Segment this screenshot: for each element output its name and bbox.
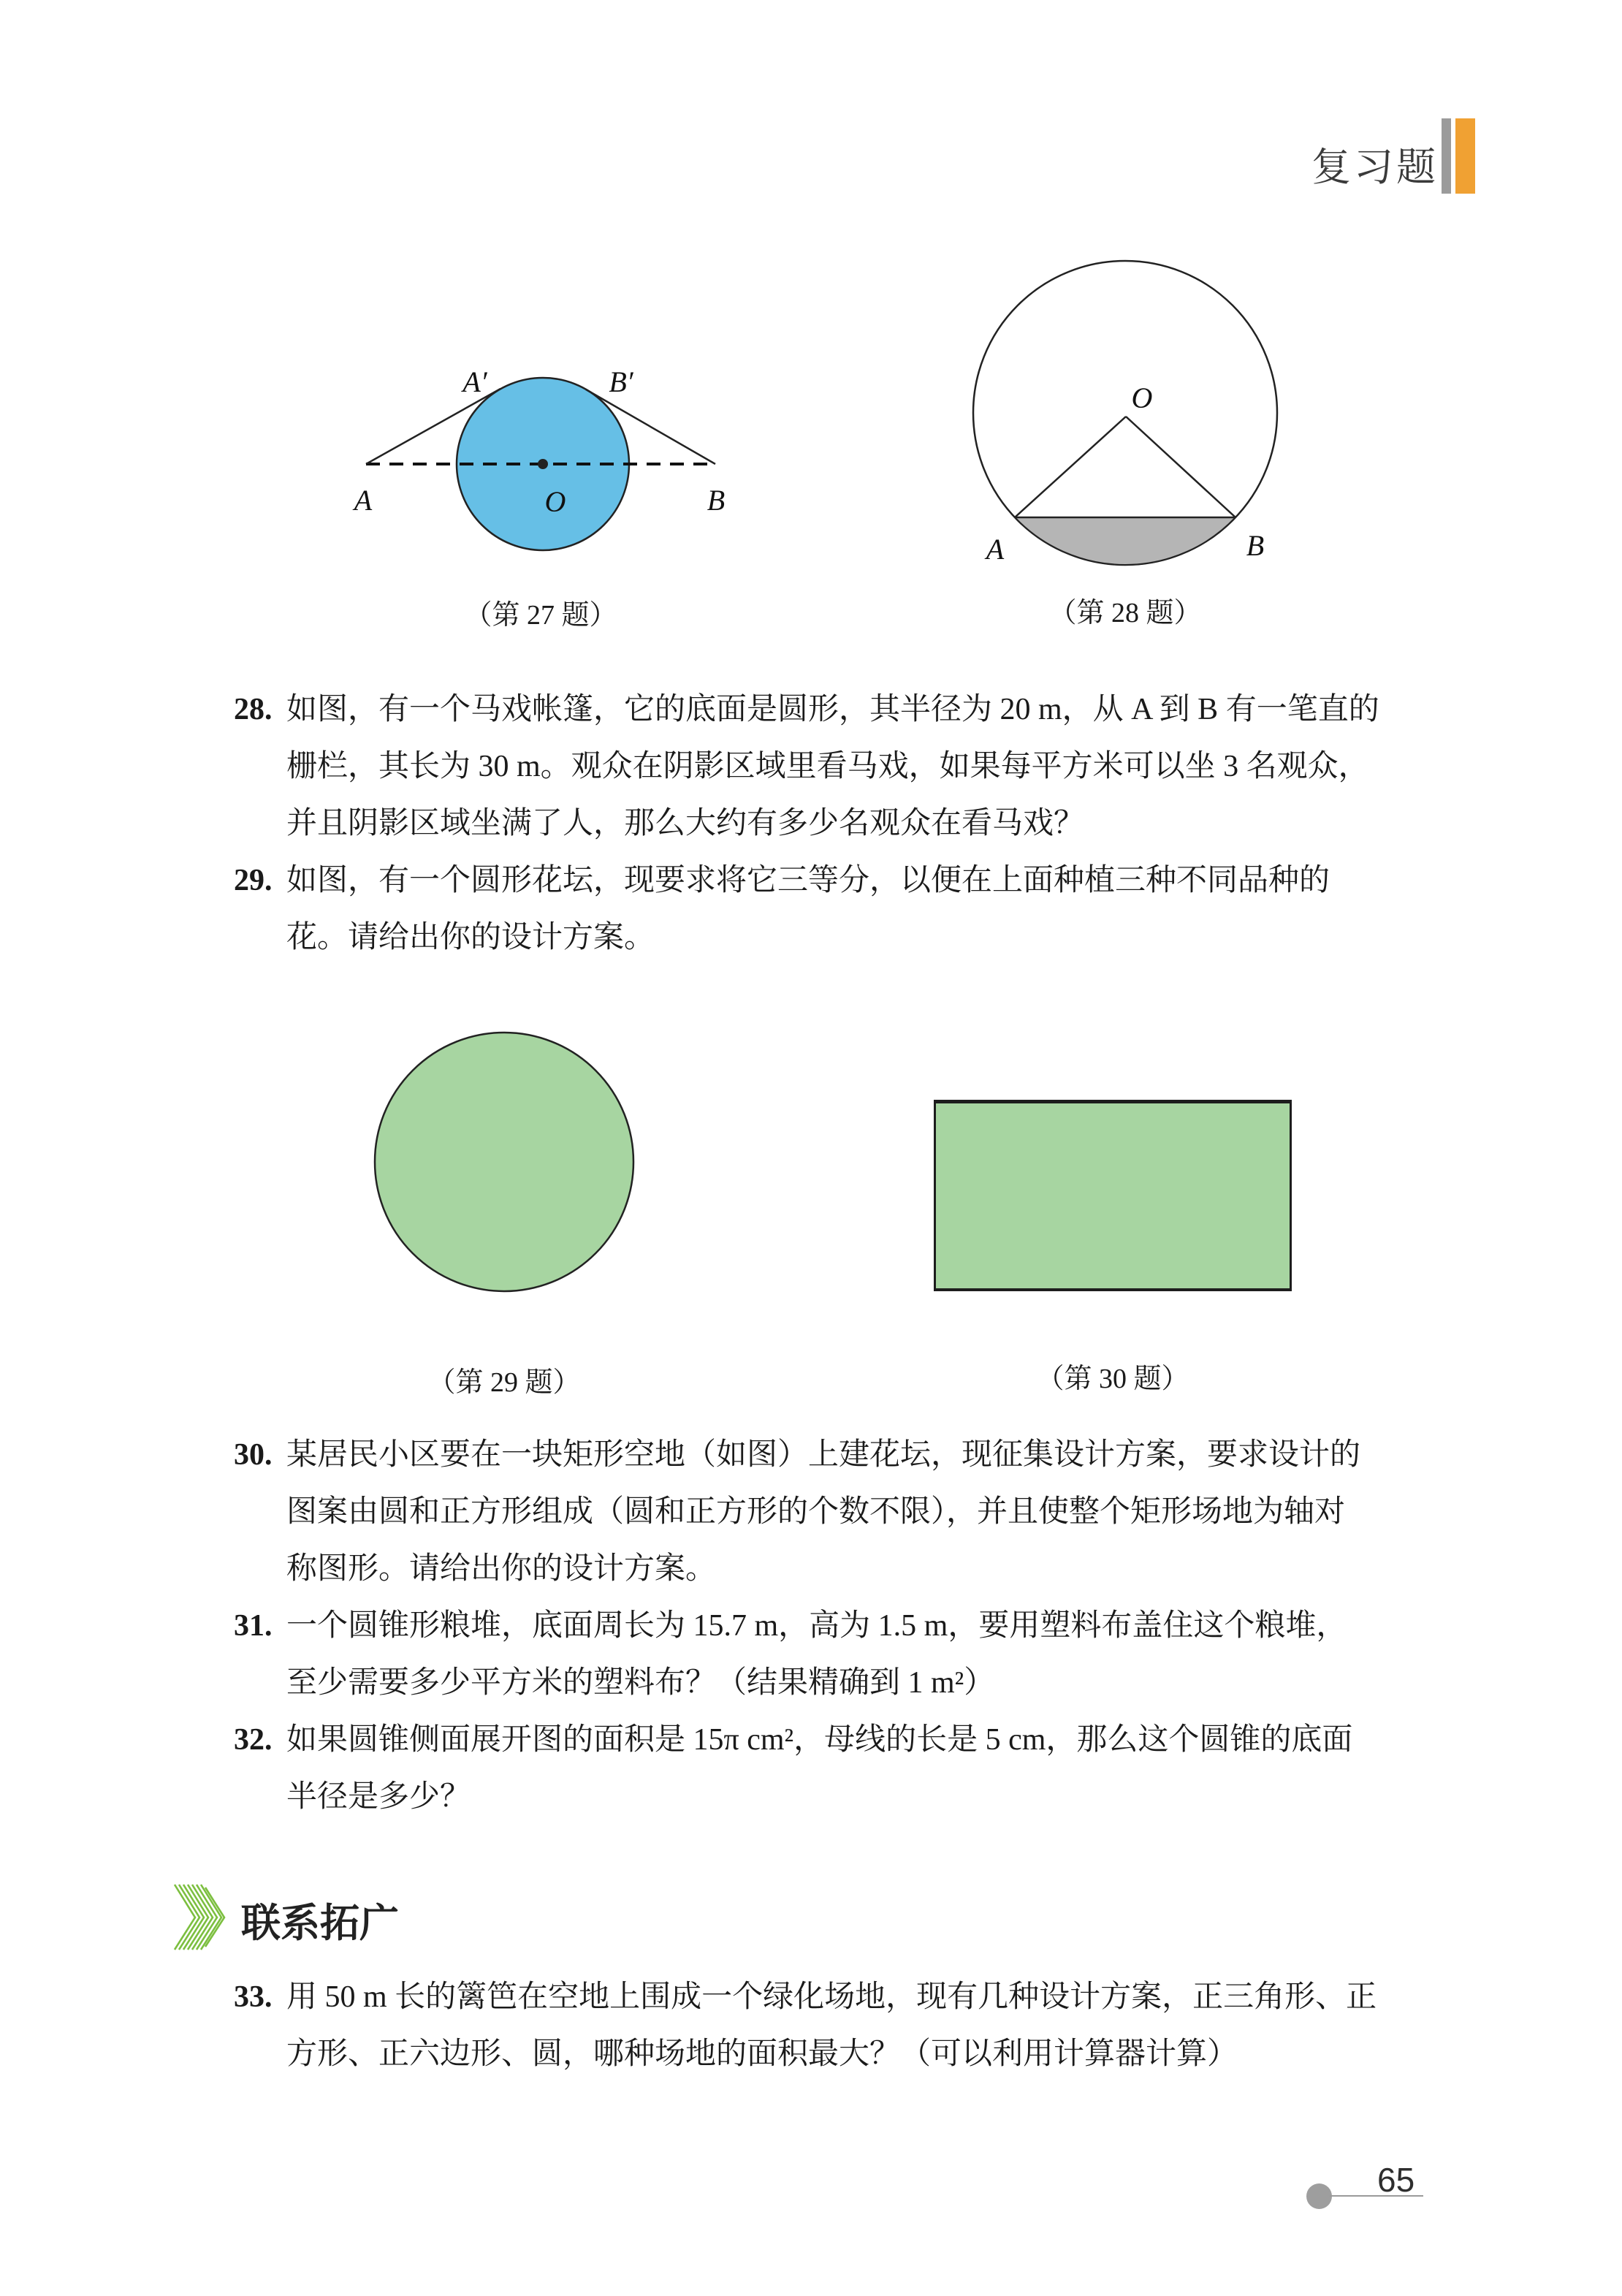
chapter-title: 复习题: [1311, 145, 1439, 189]
header-gray-bar: [1442, 118, 1451, 194]
problem-31-number: 31.: [234, 1609, 273, 1643]
problem-30-line-3: 称图形。请给出你的设计方案。: [286, 1552, 717, 1586]
problem-30-line-1: [234, 1426, 1432, 1483]
problem-32-text-1: 如果圆锥侧面展开图的面积是 15π cm²，母线的长是 5 cm，那么这个圆锥的底面: [286, 1723, 1353, 1757]
label-o: O: [1131, 381, 1153, 414]
problem-31-text-1: 一个圆锥形粮堆，底面周长为 15.7 m，高为 1.5 m，要用塑料布盖住这个粮堆，: [286, 1609, 1347, 1643]
problem-33-text-1: 用 50 m 长的篱笆在空地上围成一个绿化场地，现有几种设计方案，正三角形、正: [286, 1980, 1377, 2014]
problem-32-line-1: [234, 1711, 1432, 1768]
problem-29-line-1: [234, 852, 1432, 909]
figure-29-caption: （第 29 题）: [427, 1367, 581, 1398]
problem-28-line-1: [234, 681, 1432, 738]
figure-29-drawing: [369, 1030, 639, 1293]
figure-30: [934, 1100, 1292, 1396]
problem-29-text-1: 如图，有一个圆形花坛，现要求将它三等分，以便在上面种植三种不同品种的: [286, 864, 1330, 897]
header-bars: [1442, 118, 1475, 194]
problem-31-line-2: 至少需要多少平方米的塑料布？（结果精确到 1 m²）: [286, 1666, 995, 1700]
problem-32-line-2: 半径是多少？: [286, 1780, 471, 1814]
problem-33-number: 33.: [234, 1980, 273, 2014]
problem-29-number: 29.: [234, 864, 273, 897]
problem-32-number: 32.: [234, 1723, 273, 1757]
problem-30-line-2: 图案由圆和正方形组成（圆和正方形的个数不限），并且使整个矩形场地为轴对: [286, 1495, 1346, 1529]
problem-29-line-2: 花。请给出你的设计方案。: [286, 921, 655, 954]
problem-33-line-2: 方形、正六边形、圆，哪种场地的面积最大？（可以利用计算器计算）: [286, 2037, 1238, 2071]
section-title: 联系拓广: [241, 1901, 399, 1945]
problem-31-line-1: [234, 1597, 1432, 1654]
problems-30-32-block: [234, 1426, 1432, 1825]
problems-28-29-block: [234, 681, 1432, 966]
extension-chevron-icon: [172, 1883, 231, 1951]
problem-28-line-2: 栅栏，其长为 30 m。观众在阴影区域里看马戏，如果每平方米可以坐 3 名观众，: [286, 750, 1369, 783]
problem-28-line-3: 并且阴影区域坐满了人，那么大约有多少名观众在看马戏？: [286, 807, 1085, 840]
problem-30-text-1: 某居民小区要在一块矩形空地（如图）上建花坛，现征集设计方案，要求设计的: [286, 1438, 1361, 1472]
figure-28-drawing: [964, 248, 1286, 585]
header-orange-bar: [1455, 118, 1475, 194]
figure-28-caption: （第 28 题）: [1048, 598, 1202, 628]
page-number: 65: [1377, 2161, 1415, 2199]
center-dot: [538, 459, 548, 469]
footer-dot: [1306, 2183, 1332, 2209]
label-o: O: [544, 485, 566, 518]
problem-33-line-1: [234, 1969, 1432, 2026]
problem-28-text-1: 如图，有一个马戏帐篷，它的底面是圆形，其半径为 20 m，从 A 到 B 有一笔直的: [286, 693, 1379, 726]
plot-rectangle: [934, 1100, 1292, 1291]
label-a: A: [986, 533, 1005, 566]
figure-30-caption: （第 30 题）: [1036, 1364, 1189, 1394]
problem-30-number: 30.: [234, 1438, 273, 1472]
label-b: B: [1246, 529, 1265, 562]
figure-28: [964, 248, 1286, 630]
label-a-prime: A′: [462, 365, 487, 398]
chapter-header: [1311, 143, 1439, 191]
problem-28-number: 28.: [234, 693, 273, 726]
label-a: A: [354, 484, 373, 517]
figure-29: [369, 1030, 639, 1399]
figure-27: [336, 343, 745, 632]
figure-27-drawing: [336, 343, 745, 563]
shaded-segment: [1015, 517, 1235, 565]
figure-27-caption: （第 27 题）: [464, 600, 617, 631]
flowerbed-circle: [375, 1033, 633, 1291]
label-b: B: [707, 484, 726, 517]
problem-33-block: [234, 1969, 1432, 2083]
label-b-prime: B′: [609, 365, 633, 398]
